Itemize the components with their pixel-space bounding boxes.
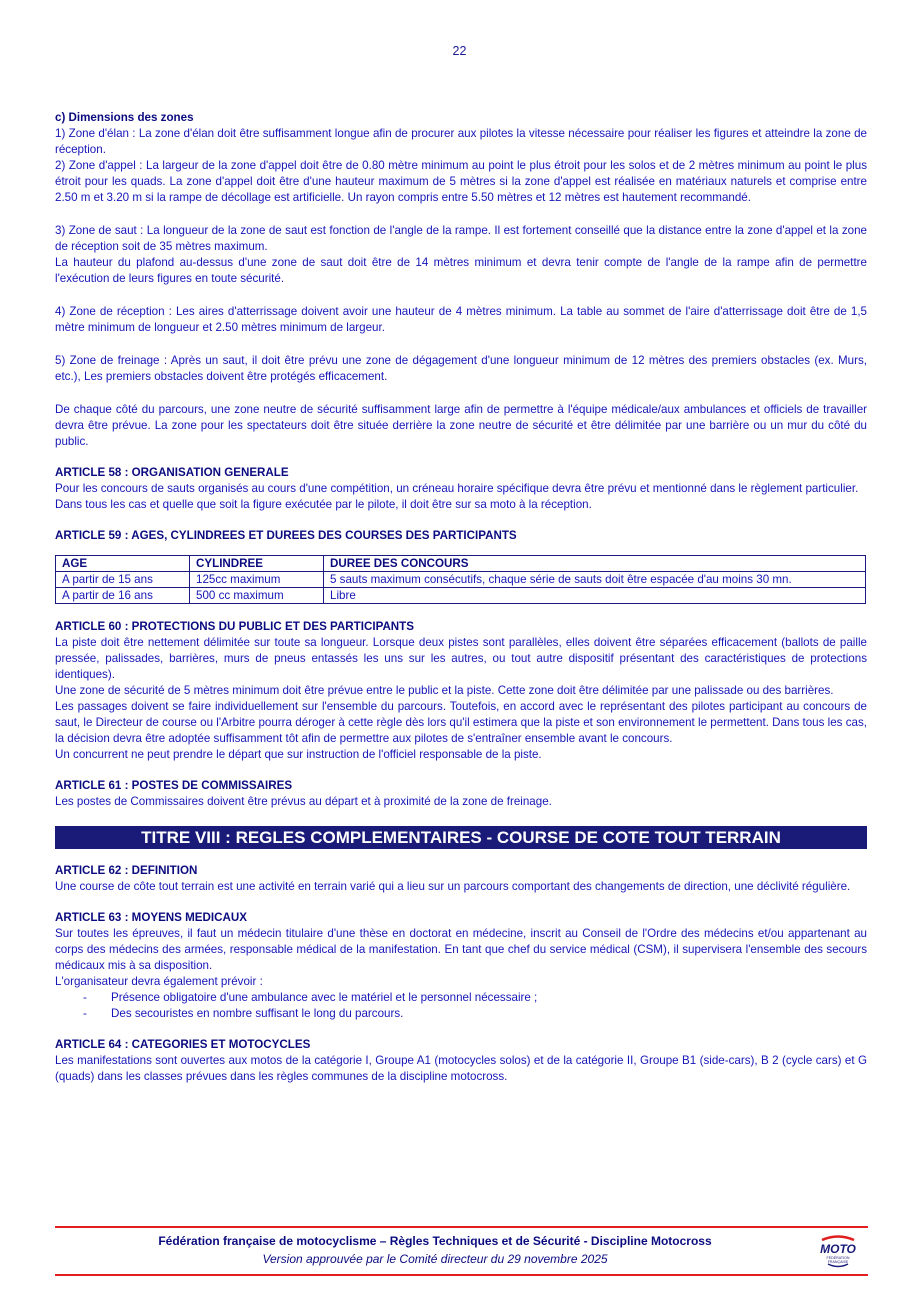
table-row — [56, 588, 866, 604]
paragraph: 1) Zone d'élan : La zone d'élan doit être suffisamment longue afin de procurer aux pilotes la vitesse nécessaire pour réaliser les figures et atteindre la zone de réception. — [55, 127, 867, 156]
footer-version-line: Version approuvée par le Comité directeur du 29 novembre 2025 — [262, 1252, 608, 1266]
paragraph: Pour les concours de sauts organisés au cours d'une compétition, un créneau horaire spécifique devra être prévu et mentionné dans le règlement particulier. — [55, 482, 859, 495]
table-header-row — [56, 556, 866, 572]
footer-federation-line: Fédération française de motocyclisme – Règles Techniques et de Sécurité - Discipline Motocross — [158, 1234, 712, 1248]
paragraph: Les postes de Commissaires doivent être prévus au départ et à proximité de la zone de freinage. — [55, 795, 552, 808]
paragraph: Sur toutes les épreuves, il faut un médecin titulaire d'une thèse en doctorat en médecine, inscrit au Conseil de l'Ordre des médecins et/ou appartenant au corps des médecins des armées, responsable médical de la manifestation. En tant que chef du service médical (CSM), il supervisera l'ensemble des secours médicaux mis à sa disposition. — [55, 927, 867, 972]
table-cell: 5 sauts maximum consécutifs, chaque série de sauts doit être espacée d'au moins 30 mn. — [324, 572, 866, 588]
page-number: 22 — [452, 44, 467, 58]
document-body — [55, 110, 867, 1085]
table-cell: 500 cc maximum — [190, 588, 324, 604]
title-banner: TITRE VIII : REGLES COMPLEMENTAIRES - COURSE DE COTE TOUT TERRAIN — [55, 826, 867, 849]
footer — [55, 1232, 815, 1268]
table-cell: A partir de 15 ans — [56, 572, 190, 588]
paragraph: Dans tous les cas et quelle que soit la figure exécutée par le pilote, il doit être sur sa moto à la réception. — [55, 498, 592, 511]
table-cell: Libre — [324, 588, 866, 604]
section-heading-dimensions: c) Dimensions des zones — [55, 111, 194, 124]
footer-divider-top — [55, 1226, 868, 1228]
article-heading-59: ARTICLE 59 : AGES, CYLINDREES ET DUREES DES COURSES DES PARTICIPANTS — [55, 529, 517, 542]
article-heading-61: ARTICLE 61 : POSTES DE COMMISSAIRES — [55, 779, 293, 792]
table-cell: A partir de 16 ans — [56, 588, 190, 604]
list-item-text: Des secouristes en nombre suffisant le long du parcours. — [111, 1007, 404, 1020]
paragraph: Un concurrent ne peut prendre le départ que sur instruction de l'officiel responsable de la piste. — [55, 748, 542, 761]
article-heading-63: ARTICLE 63 : MOYENS MEDICAUX — [55, 911, 247, 924]
table-cell: 125cc maximum — [190, 572, 324, 588]
svg-text:MOTO: MOTO — [820, 1242, 856, 1256]
paragraph: Une zone de sécurité de 5 mètres minimum doit être prévue entre le public et la piste. Cette zone doit être délimitée par une palissade ou des barrières. — [55, 684, 834, 697]
paragraph: 3) Zone de saut : La longueur de la zone de saut est fonction de l'angle de la rampe. Il est fortement conseillé que la distance entre la zone d'appel et la zone de réception soit de 35 mètres maximum. — [55, 224, 867, 253]
svg-text:FÉDÉRATION: FÉDÉRATION — [826, 1256, 850, 1260]
list-item — [55, 990, 867, 1006]
paragraph: La piste doit être nettement délimitée sur toute sa longueur. Lorsque deux pistes sont parallèles, elles doivent être séparées efficacement (ballots de paille pressée, palissades, barrières, murs de pneus entassés les uns sur les autres, ou tout autre dispositif présentant des caractéristiques de protections identiques). — [55, 636, 867, 681]
article-heading-58: ARTICLE 58 : ORGANISATION GENERALE — [55, 466, 289, 479]
paragraph: 5) Zone de freinage : Après un saut, il doit être prévu une zone de dégagement d'une longueur minimum de 12 mètres des premiers obstacles (ex. Murs, etc.), Les premiers obstacles doivent être protégés efficacement. — [55, 354, 867, 383]
paragraph: De chaque côté du parcours, une zone neutre de sécurité suffisamment large afin de permettre à l'équipe médicale/aux ambulances et officiels de travailler devra être prévue. La zone pour les spectateurs doit être située derrière la zone neutre de sécurité et être délimitée par une barrière ou un mur du côté du public. — [55, 403, 867, 448]
dash-bullet-icon: - — [83, 991, 87, 1004]
table-header-cell: CYLINDREE — [190, 556, 324, 572]
paragraph: 2) Zone d'appel : La largeur de la zone d'appel doit être de 0.80 mètre minimum au point le plus étroit pour les solos et de 2 mètres minimum au point le plus étroit pour les quads. La zone d'appel doit être d'une hauteur maximum de 5 mètres si la zone d'appel est réalisée en matériaux naturels et comprise entre 2.50 m et 3.20 m si la rampe de décollage est artificielle. Un rayon compris entre 5.50 mètres et 12 mètres est hautement recommandé. — [55, 159, 867, 204]
paragraph: Une course de côte tout terrain est une activité en terrain varié qui a lieu sur un parcours comportant des changements de direction, une déclivité régulière. — [55, 880, 851, 893]
paragraph: La hauteur du plafond au-dessus d'une zone de saut doit être de 14 mètres minimum et devra tenir compte de l'angle de la rampe afin de permettre l'exécution de leurs figures en toute sécurité. — [55, 256, 867, 285]
table-header-cell: DUREE DES CONCOURS — [324, 556, 866, 572]
svg-text:FRANÇAISE: FRANÇAISE — [827, 1260, 849, 1264]
dash-bullet-icon: - — [83, 1007, 87, 1020]
medical-requirements-list — [55, 990, 867, 1022]
article-heading-60: ARTICLE 60 : PROTECTIONS DU PUBLIC ET DES PARTICIPANTS — [55, 620, 414, 633]
paragraph: Les manifestations sont ouvertes aux motos de la catégorie I, Groupe A1 (motocycles solos) et de la catégorie II, Groupe B1 (side-cars), B 2 (cycle cars) et G (quads) dans les classes prévues dans les règles communes de la discipline motocross. — [55, 1054, 867, 1083]
table-row — [56, 572, 866, 588]
article-heading-64: ARTICLE 64 : CATEGORIES ET MOTOCYCLES — [55, 1038, 311, 1051]
paragraph: Les passages doivent se faire individuellement sur l'ensemble du parcours. Toutefois, en accord avec le représentant des pilotes participant au concours de saut, le Directeur de course ou l'Arbitre pourra déroger à cette règle dès lors qu'il estimera que la piste et son environnement le permettent. Dans tous les cas, la décision devra être adoptée suffisamment tôt afin de permettre aux pilotes de s'entraîner ensemble avant le concours. — [55, 700, 867, 745]
paragraph: 4) Zone de réception : Les aires d'atterrissage doivent avoir une hauteur de 4 mètres minimum. La table au sommet de l'aire d'atterrissage doit être de 1,5 mètre minimum de longueur et 2.50 mètres minimum de largeur. — [55, 305, 867, 334]
list-item — [55, 1006, 867, 1022]
list-item-text: Présence obligatoire d'une ambulance avec le matériel et le personnel nécessaire ; — [111, 991, 538, 1004]
ffm-logo-icon — [816, 1234, 860, 1268]
article-heading-62: ARTICLE 62 : DEFINITION — [55, 864, 198, 877]
table-header-cell: AGE — [56, 556, 190, 572]
paragraph: L'organisateur devra également prévoir : — [55, 975, 263, 988]
footer-divider-bottom — [55, 1274, 868, 1276]
participants-table — [55, 555, 866, 604]
